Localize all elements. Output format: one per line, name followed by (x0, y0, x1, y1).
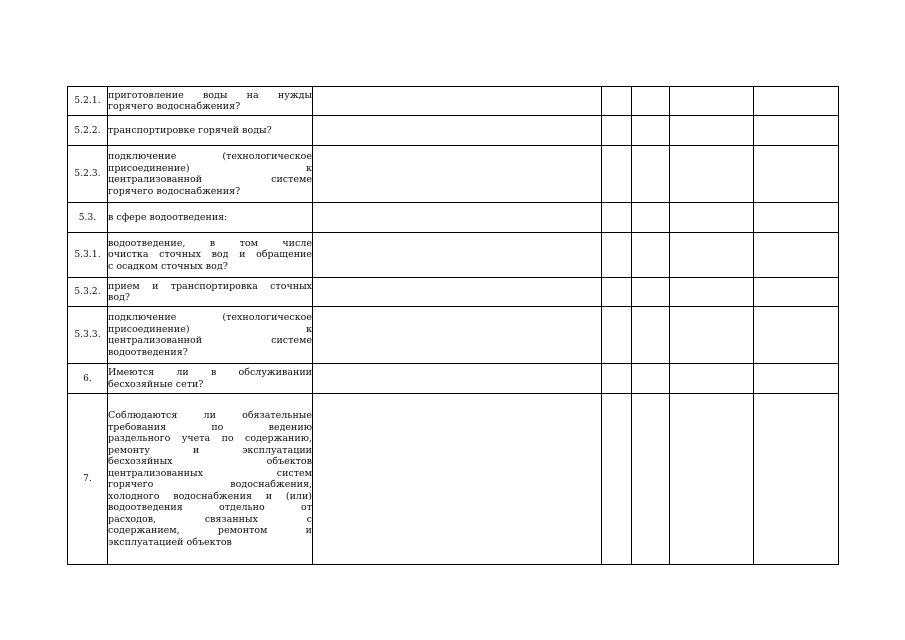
notes-cell (754, 87, 839, 116)
yes-cell (602, 203, 632, 233)
question-line: с осадком сточных вод? (108, 260, 228, 272)
no-cell (632, 203, 670, 233)
question-text (108, 278, 313, 307)
question-line: бесхозяйные сети? (108, 378, 204, 390)
notes-cell (754, 233, 839, 278)
row-number: 5.2.2. (68, 116, 108, 146)
question-text (108, 146, 313, 203)
row-number: 5.3.3. (68, 307, 108, 364)
question-line: содержанием, ремонтом и (108, 525, 312, 536)
answer-cell (313, 146, 602, 203)
table-row (68, 394, 839, 565)
not-applicable-cell (670, 203, 754, 233)
table-body (68, 87, 839, 565)
question-line: прием и транспортировка сточных (108, 280, 312, 292)
question-line: подключение (технологическое (108, 151, 312, 162)
yes-cell (602, 307, 632, 364)
row-number: 5.3.1. (68, 233, 108, 278)
question-line: подключение (технологическое (108, 312, 312, 323)
no-cell (632, 87, 670, 116)
yes-cell (602, 364, 632, 394)
question-text (108, 394, 313, 565)
not-applicable-cell (670, 233, 754, 278)
question-line: очистка сточных вод и обращение (108, 249, 312, 261)
question-line: бесхозяйных объектов (108, 456, 312, 467)
question-line: присоединение) к (108, 162, 312, 174)
answer-cell (313, 87, 602, 116)
answer-cell (313, 278, 602, 307)
answer-cell (313, 364, 602, 394)
row-number: 5.3.2. (68, 278, 108, 307)
question-line: централизованной системе (108, 335, 312, 346)
yes-cell (602, 278, 632, 307)
question-line: Имеются ли в обслуживании (108, 367, 312, 378)
question-line: расходов, связанных с (108, 513, 312, 525)
table-row (68, 307, 839, 364)
question-line: горячего водоснабжения? (108, 101, 241, 112)
question-text (108, 307, 313, 364)
notes-cell (754, 203, 839, 233)
question-text (108, 203, 313, 233)
question-line: водоотведение, в том числе (108, 237, 312, 249)
notes-cell (754, 278, 839, 307)
not-applicable-cell (670, 394, 754, 565)
question-line: водоотведения? (108, 346, 188, 358)
notes-cell (754, 394, 839, 565)
notes-cell (754, 307, 839, 364)
not-applicable-cell (670, 364, 754, 394)
question-line: приготовление воды на нужды (108, 89, 312, 101)
question-text (108, 233, 313, 278)
row-number: 7. (68, 394, 108, 565)
answer-cell (313, 307, 602, 364)
table-row (68, 278, 839, 307)
question-text (108, 87, 313, 116)
question-line: горячего водоснабжения, (108, 479, 312, 490)
answer-cell (313, 233, 602, 278)
row-number: 5.2.1. (68, 87, 108, 116)
yes-cell (602, 394, 632, 565)
notes-cell (754, 146, 839, 203)
no-cell (632, 394, 670, 565)
question-line: присоединение) к (108, 323, 312, 335)
no-cell (632, 364, 670, 394)
question-line: транспортировке горячей воды? (108, 124, 272, 136)
table-row (68, 87, 839, 116)
question-line: холодного водоснабжения и (или) (108, 490, 312, 502)
question-line: требования по ведению (108, 421, 312, 433)
question-line: централизованной системе (108, 174, 312, 185)
question-line: ремонту и эксплуатации (108, 444, 312, 456)
row-number: 5.3. (68, 203, 108, 233)
table-row (68, 116, 839, 146)
yes-cell (602, 146, 632, 203)
yes-cell (602, 233, 632, 278)
not-applicable-cell (670, 116, 754, 146)
not-applicable-cell (670, 307, 754, 364)
no-cell (632, 233, 670, 278)
question-line: эксплуатацией объектов (108, 536, 232, 548)
table-row (68, 364, 839, 394)
yes-cell (602, 116, 632, 146)
question-line: горячего водоснабжения? (108, 185, 241, 197)
no-cell (632, 278, 670, 307)
question-text (108, 364, 313, 394)
checklist-table (67, 86, 839, 565)
question-line: централизованных систем (108, 467, 312, 479)
notes-cell (754, 116, 839, 146)
row-number: 6. (68, 364, 108, 394)
notes-cell (754, 364, 839, 394)
table-row (68, 233, 839, 278)
answer-cell (313, 203, 602, 233)
answer-cell (313, 394, 602, 565)
question-line: в сфере водоотведения: (108, 211, 228, 223)
no-cell (632, 146, 670, 203)
not-applicable-cell (670, 278, 754, 307)
table-row (68, 203, 839, 233)
question-line: водоотведения отдельно от (108, 502, 312, 513)
question-line: раздельного учета по содержанию, (108, 433, 312, 444)
question-line: вод? (108, 292, 131, 303)
no-cell (632, 307, 670, 364)
question-line: Соблюдаются ли обязательные (108, 410, 312, 421)
yes-cell (602, 87, 632, 116)
table-row (68, 146, 839, 203)
row-number: 5.2.3. (68, 146, 108, 203)
answer-cell (313, 116, 602, 146)
no-cell (632, 116, 670, 146)
not-applicable-cell (670, 146, 754, 203)
not-applicable-cell (670, 87, 754, 116)
question-text (108, 116, 313, 146)
